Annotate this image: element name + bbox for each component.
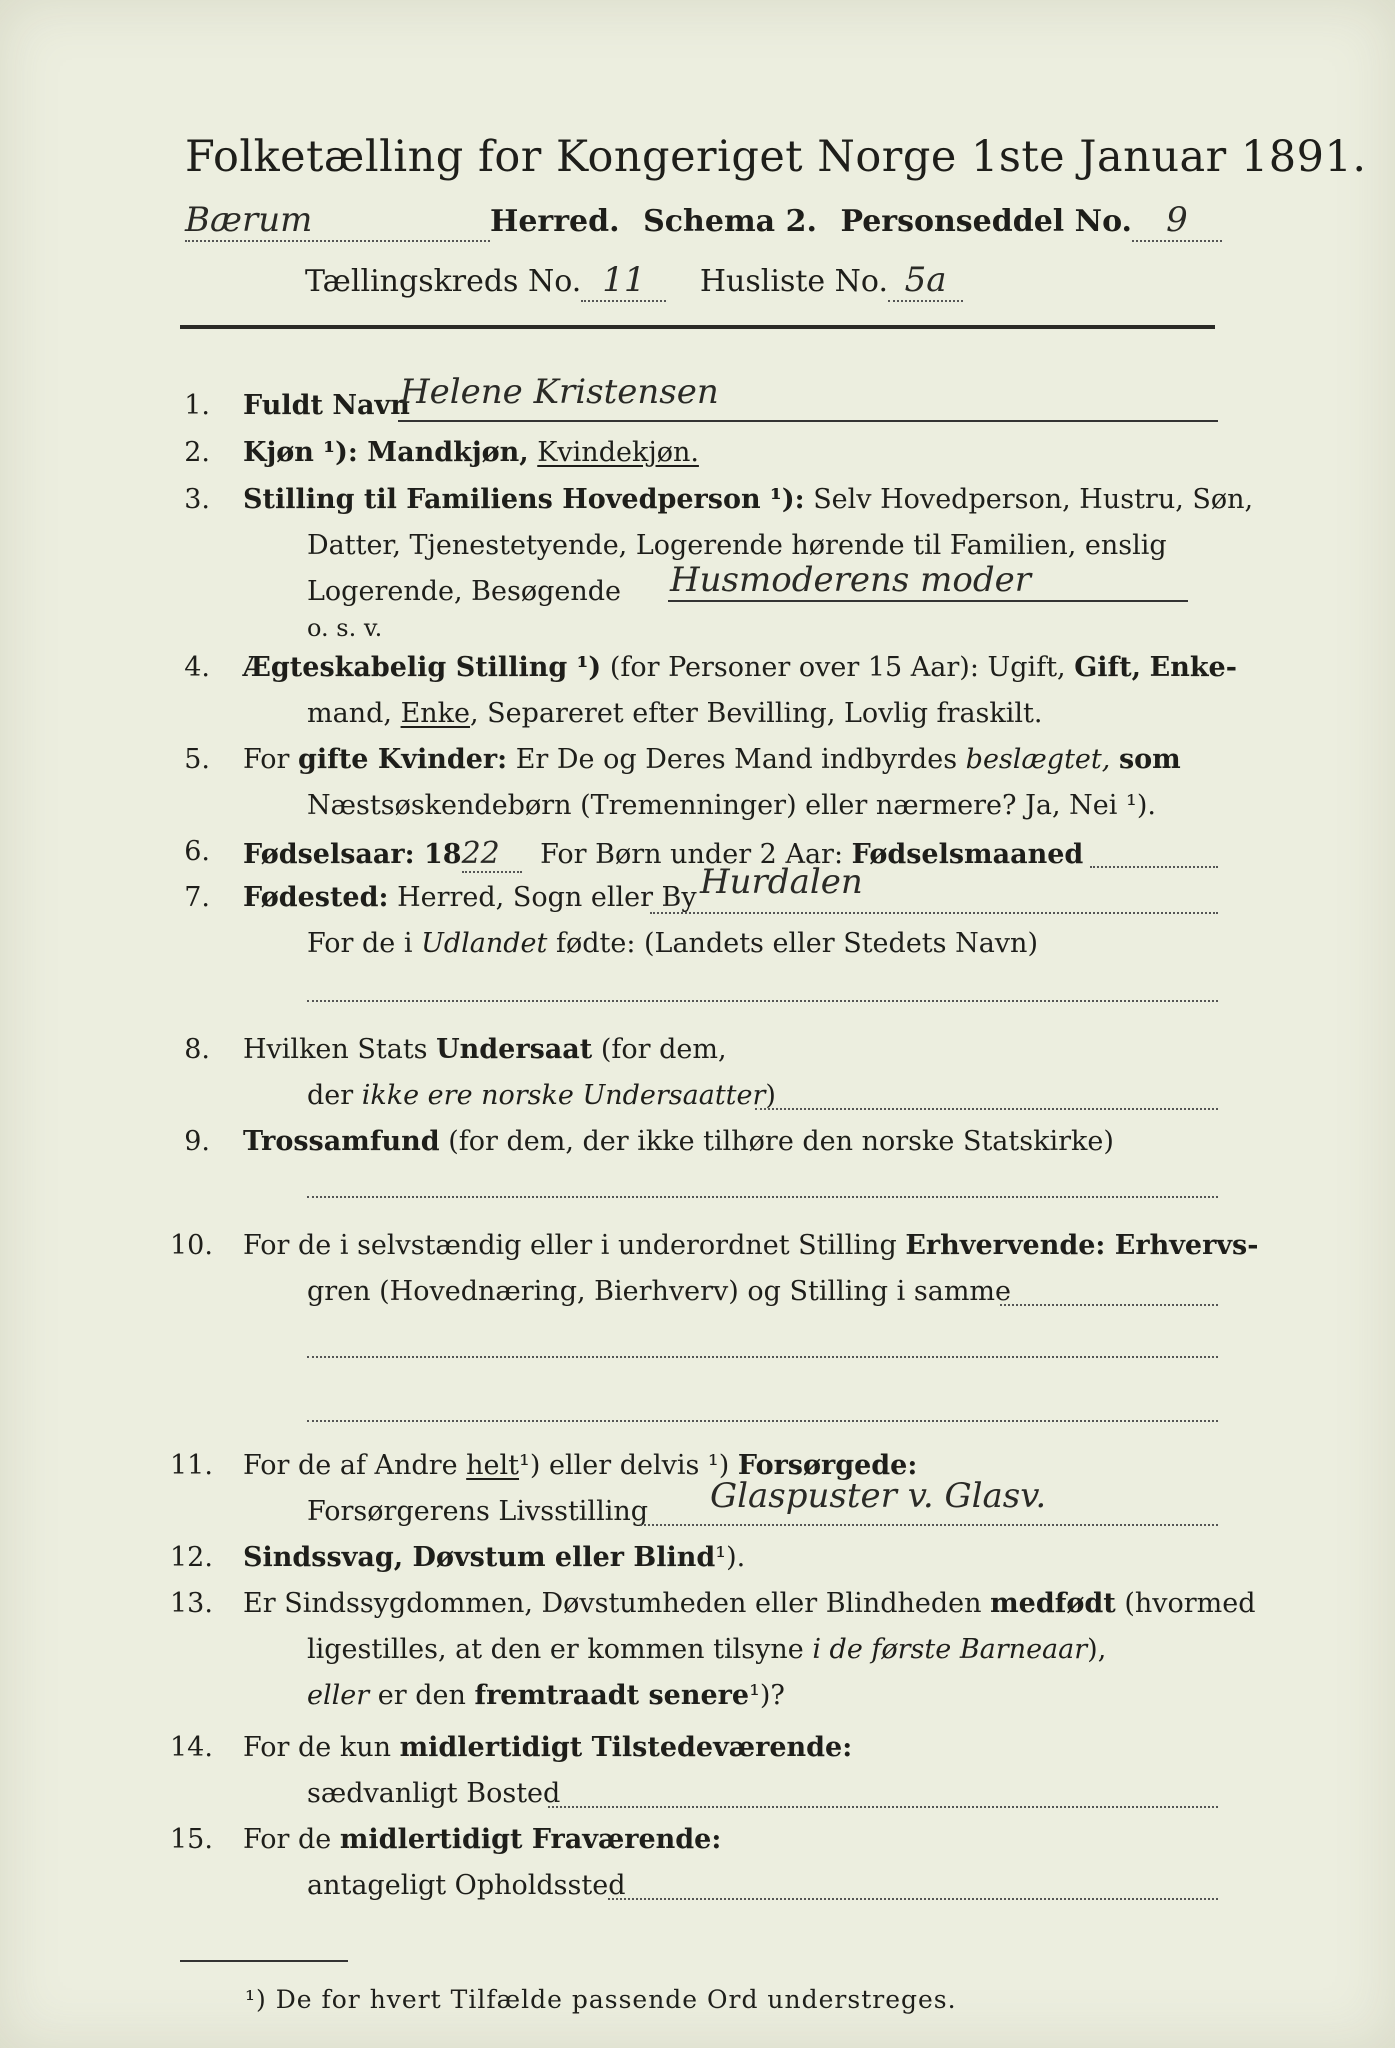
q7-label-rest: Herred, Sogn eller By (397, 882, 697, 913)
q15-label: midlertidigt Fraværende: (339, 1824, 722, 1855)
q12-label: Sindssvag, Døvstum eller Blind (243, 1542, 716, 1573)
q10-label: Erhvervende: Erhvervs- (905, 1230, 1259, 1261)
personseddel-value: 9 (1132, 200, 1222, 242)
q7-answer: Hurdalen (700, 862, 863, 902)
q10-answer-line-3 (307, 1420, 1218, 1422)
herred-value: Bærum (185, 200, 490, 242)
herred-label: Herred. (490, 204, 620, 239)
q2-text (243, 437, 699, 468)
q13-line3 (307, 1680, 785, 1711)
q3-options-a: Selv Hovedperson, Hustru, Søn, (813, 484, 1254, 515)
q15-number: 15. (170, 1824, 213, 1855)
q10-text-a: For de i selvstændig eller i underordnet Stilling (243, 1230, 897, 1261)
q7-line1 (243, 882, 697, 913)
q5-line2: Næstsøskendebørn (Tremenninger) eller nærmere? Ja, Nei ¹). (307, 790, 1156, 821)
q14-answer-line (548, 1806, 1218, 1808)
schema-label: Schema 2. (643, 204, 817, 239)
q6-number: 6. (184, 836, 210, 867)
q9-label: Trossamfund (243, 1126, 440, 1157)
q8-der: der (307, 1080, 354, 1111)
q5-for: For (243, 744, 290, 775)
q6-label: Fødselsaar: 18 (243, 839, 462, 870)
q1-label: Fuldt Navn (243, 390, 410, 421)
q3-line1 (243, 484, 1253, 515)
q8-close: ) (765, 1080, 776, 1111)
q4-number: 4. (184, 652, 210, 683)
q8-label: Undersaat (436, 1034, 593, 1065)
q14-label: midlertidigt Tilstedeværende: (399, 1732, 853, 1763)
q3-line3 (307, 576, 621, 607)
q15-line1 (243, 1824, 721, 1855)
q13-text-e: er den (377, 1680, 466, 1711)
q3-label: Stilling til Familiens Hovedperson ¹): (243, 484, 805, 515)
q9-text: (for dem, der ikke tilhøre den norske Statskirke) (448, 1126, 1114, 1157)
q12-line (243, 1542, 745, 1573)
q12-footnote-mark: ¹). (715, 1542, 746, 1573)
q9-number: 9. (184, 1126, 210, 1157)
q2-number: 2. (184, 437, 210, 468)
q8-answer-line (755, 1108, 1218, 1110)
q6-month-label: Fødselsmaaned (851, 839, 1084, 870)
q13-barneaar: i de første Barneaar (812, 1634, 1088, 1665)
husliste-label: Husliste No. (699, 264, 889, 299)
q10-line2: gren (Hovednæring, Bierhverv) og Stilling i samme (307, 1276, 1012, 1307)
q7-label: Fødested: (243, 882, 389, 913)
q10-answer-line-2 (307, 1356, 1218, 1358)
q7-for-de-i: For de i (307, 928, 413, 959)
q3-number: 3. (184, 484, 210, 515)
q13-senere: fremtraadt senere (474, 1680, 750, 1711)
q15-line2: antageligt Opholdssted (307, 1870, 626, 1901)
q14-text-a: For de kun (243, 1732, 391, 1763)
q1-number: 1. (184, 390, 210, 421)
q4-options-a: (for Personer over 15 Aar): Ugift, (609, 652, 1066, 683)
kreds-label: Tællingskreds No. (305, 264, 582, 299)
q11-label: Forsørgede: (737, 1450, 918, 1481)
q8-line1 (243, 1034, 727, 1065)
q7-number: 7. (184, 882, 210, 913)
q10-line1 (243, 1230, 1258, 1261)
q13-text-c: ligestilles, at den er kommen tilsyne (307, 1634, 804, 1665)
q9-answer-line (307, 1196, 1218, 1198)
q7-foreign: fødte: (Landets eller Stedets Navn) (555, 928, 1038, 959)
q13-text-a: Er Sindssygdommen, Døvstumheden eller Blindheden (243, 1588, 982, 1619)
q9-line (243, 1126, 1114, 1157)
q6-answer: 22 (462, 836, 522, 873)
q11-helt: helt (466, 1450, 520, 1481)
q4-options-b: , Separeret efter Bevilling, Lovlig fraskilt. (470, 698, 1043, 729)
q3-answer: Husmoderens moder (670, 560, 1031, 600)
q13-line2 (307, 1634, 1106, 1665)
q11-answer: Glaspuster v. Glasv. (710, 1476, 1047, 1516)
q10-number: 10. (170, 1230, 213, 1261)
q11-number: 11. (170, 1450, 213, 1481)
q5-line1 (243, 744, 1181, 775)
q14-number: 14. (170, 1732, 213, 1763)
husliste-value: 5a (888, 260, 963, 302)
q10-answer-line-1 (1000, 1304, 1218, 1306)
q13-eller: eller (307, 1680, 370, 1711)
q4-line1 (243, 652, 1237, 683)
q4-enkemand: Enke- (1149, 652, 1237, 683)
q13-text-b: (hvormed (1124, 1588, 1256, 1619)
q3-options-c: Logerende, Besøgende (307, 576, 621, 607)
q13-text-f: ¹)? (749, 1680, 785, 1711)
q8-number: 8. (184, 1034, 210, 1065)
footnote-rule (180, 1960, 348, 1962)
q4-enke: Enke (400, 698, 471, 729)
q4-mand: mand, (307, 698, 392, 729)
q6-month-line (1090, 866, 1218, 868)
q6-children: For Børn under 2 Aar: (540, 839, 844, 870)
q8-line2 (307, 1080, 776, 1111)
q3-answer-line (668, 600, 1188, 602)
q14-line1 (243, 1732, 852, 1763)
q2-underlined: Kvindekjøn. (537, 437, 699, 468)
q8-text-b: (for dem, (600, 1034, 727, 1065)
q15-text-a: For de (243, 1824, 332, 1855)
q7-foreign-line (307, 1000, 1218, 1002)
q7-udlandet: Udlandet (421, 928, 548, 959)
q5-som: som (1118, 744, 1181, 775)
q1-answer-line (398, 420, 1218, 422)
q5-number: 5. (184, 744, 210, 775)
q8-text-a: Hvilken Stats (243, 1034, 428, 1065)
q6-line (243, 836, 1083, 873)
q1-answer: Helene Kristensen (400, 372, 719, 412)
form-title: Folketælling for Kongeriget Norge 1ste Januar 1891. (185, 132, 1367, 182)
q7-line2 (307, 928, 1038, 959)
q11-text-a: For de af Andre (243, 1450, 458, 1481)
q2-label: Kjøn ¹): Mandkjøn, (243, 437, 529, 468)
q12-number: 12. (170, 1542, 213, 1573)
q3-line4: o. s. v. (307, 614, 383, 642)
q13-number: 13. (170, 1588, 213, 1619)
q14-line2: sædvanligt Bosted (307, 1778, 561, 1809)
kreds-line (305, 260, 963, 302)
kreds-value: 11 (581, 260, 666, 302)
q4-gift: Gift, (1074, 652, 1142, 683)
q7-answer-line (650, 912, 1218, 914)
q8-foreign: ikke ere norske Undersaatter (361, 1080, 766, 1111)
personseddel-label: Personseddel No. (840, 204, 1132, 239)
q13-text-d: ), (1087, 1634, 1107, 1665)
q15-answer-line (608, 1898, 1218, 1900)
header-rule (180, 325, 1215, 329)
q5-label: gifte Kvinder: (298, 744, 508, 775)
q4-line2 (307, 698, 1042, 729)
q13-line1 (243, 1588, 1256, 1619)
footnote: ¹) De for hvert Tilfælde passende Ord understreges. (245, 1985, 957, 2014)
q11-text-b: ¹) eller delvis ¹) (519, 1450, 730, 1481)
q11-line2: Forsørgerens Livsstilling (307, 1496, 649, 1527)
q11-answer-line (640, 1524, 1218, 1526)
q5-beslaegtet: beslægtet, (965, 744, 1111, 775)
q4-label: Ægteskabelig Stilling ¹) (243, 652, 602, 683)
herred-line (185, 200, 1222, 242)
q5-question: Er De og Deres Mand indbyrdes (515, 744, 958, 775)
q3-line2: Datter, Tjenestetyende, Logerende hørende til Familien, enslig (307, 530, 1167, 561)
q13-medfodt: medfødt (990, 1588, 1116, 1619)
